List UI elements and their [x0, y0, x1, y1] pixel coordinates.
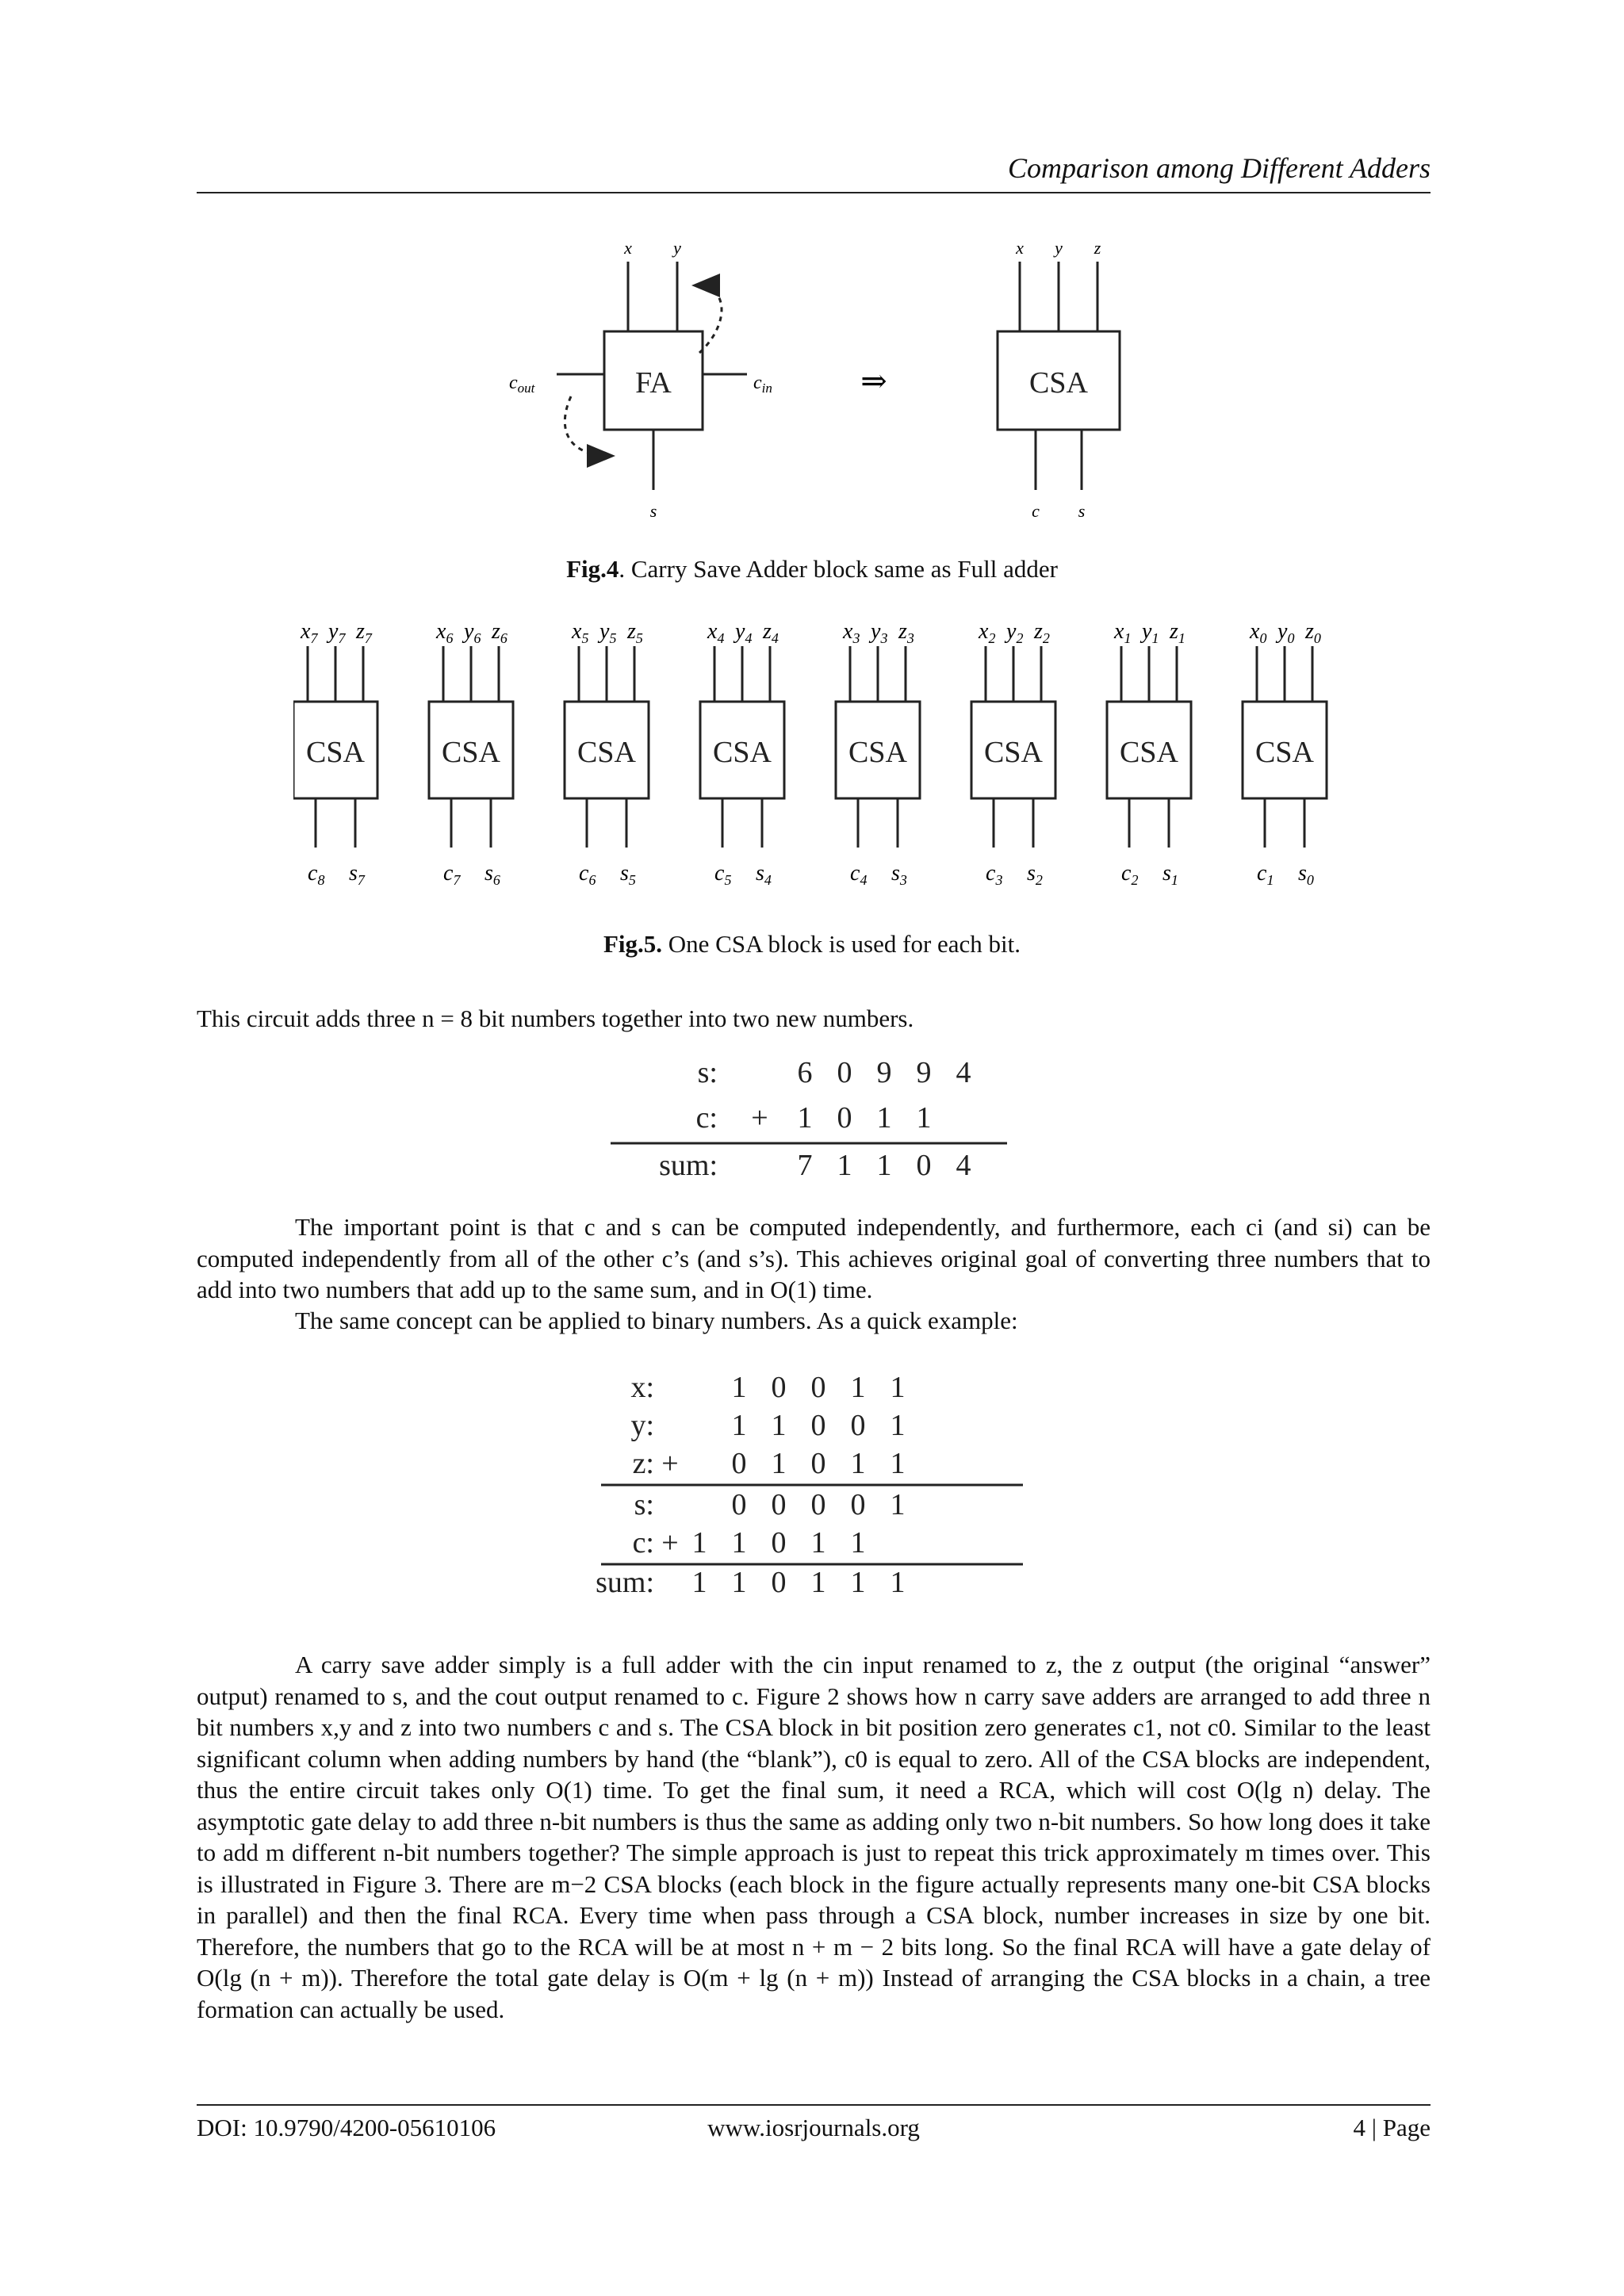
- binary-digit: 0: [771, 1371, 787, 1404]
- decimal-row-label: s:: [697, 1056, 718, 1089]
- csa-output-c-label: $c_4$: [850, 861, 868, 888]
- csa-bit-label: CSA: [1255, 736, 1314, 769]
- csa-input-label: $y_3$: [871, 619, 888, 646]
- decimal-row-label: sum:: [659, 1149, 718, 1182]
- binary-digit: 0: [850, 1488, 866, 1521]
- csa-input-label: $z_4$: [763, 619, 779, 646]
- csa-bit-label: CSA: [1120, 736, 1178, 769]
- binary-digit: 0: [850, 1409, 866, 1442]
- csa-output-c-label: $c_8$: [308, 861, 325, 888]
- binary-digit: 0: [731, 1447, 747, 1480]
- page-footer: [197, 2104, 1431, 2149]
- binary-digit: 1: [731, 1526, 747, 1559]
- csa-output-c-label: $c_7$: [443, 861, 461, 888]
- carry-in-arrow: [696, 285, 722, 353]
- binary-row-label: y:: [630, 1409, 654, 1442]
- binary-digit: 1: [850, 1371, 866, 1404]
- intro-line: This circuit adds three n = 8 bit numbers together into two new numbers.: [197, 1004, 914, 1032]
- fa-input-y: y: [673, 238, 681, 258]
- footer-doi: DOI: 10.9790/4200-05610106: [197, 2114, 496, 2141]
- decimal-digit: 1: [916, 1101, 932, 1135]
- paragraph-3: A carry save adder simply is a full adder with the cin input renamed to z, the z output (the original “answer” output) renamed to s, and the cout output renamed to c. Figure 2 shows how n carry save adders are arranged to add three n bit numbers x,y and z into two numbers c and s. The CSA block in bit position zero generates c1, not c0. Similar to the least significant column when adding numbers by hand (the “blank”), c0 is equal to zero. All of the CSA blocks are independent, thus the entire circuit takes only O(1) time. To get the final sum, it need a RCA, which will cost O(lg n) delay. The asymptotic gate delay to add three n-bit numbers is thus the same as adding only two n-bit numbers. So how long does it take to add m different n-bit numbers together? The simple approach is just to repeat this trick approximately m times over. This is illustrated in Figure 3. There are m−2 CSA blocks (each block in the figure actually represents many one-bit CSA blocks in parallel) and then the final RCA. Every time when pass through a CSA block, number increases in size by one bit. Therefore, the numbers that go to the RCA will be at most n + m − 2 bits long. So the final RCA will have a gate delay of O(lg (n + m)). Therefore the total gate delay is O(m + lg (n + m)) Instead of arranging the CSA blocks in a chain, a tree formation can actually be used.: [197, 1651, 1431, 2023]
- binary-digit: 1: [731, 1371, 747, 1404]
- csa-input-label: $x_2$: [979, 619, 996, 646]
- paragraph-1: The important point is that c and s can be computed independently, and furthermore, each ci (and si) can be computed independently from all of the other c’s (and s’s). This achieves original goal of converting three numbers that to add into two numbers that add up to the same sum, and in O(1) time.: [197, 1213, 1431, 1303]
- csa-output-c-label: $c_3$: [986, 861, 1003, 888]
- csa-output-s-label: $s_6$: [485, 861, 500, 888]
- binary-digit: 1: [731, 1566, 747, 1599]
- running-header: [197, 151, 1431, 193]
- csa-input-label: $y_6$: [464, 619, 481, 646]
- binary-digit: 0: [810, 1488, 826, 1521]
- decimal-digit: 6: [797, 1056, 813, 1089]
- csa-output-s-label: $s_1$: [1162, 861, 1178, 888]
- binary-digit: 1: [810, 1526, 826, 1559]
- csa-bit-block: [429, 619, 513, 888]
- csa-label: CSA: [1029, 366, 1088, 400]
- csa-output-c-label: $c_2$: [1121, 861, 1139, 888]
- binary-digit: 0: [771, 1526, 787, 1559]
- csa-input-label: $y_2$: [1006, 619, 1024, 646]
- binary-example-table: [595, 1364, 1039, 1601]
- decimal-digit: 7: [797, 1149, 813, 1182]
- binary-digit: 0: [771, 1566, 787, 1599]
- binary-digit: 1: [771, 1409, 787, 1442]
- fa-cin-label: $c_{in}$: [753, 373, 772, 396]
- fa-cout-label: $c_{out}$: [509, 373, 535, 396]
- figure-5: [293, 614, 1348, 900]
- paragraph-2: The same concept can be applied to binary numbers. As a quick example:: [295, 1307, 1018, 1334]
- binary-digit: 0: [810, 1409, 826, 1442]
- binary-row-label: sum:: [596, 1566, 654, 1599]
- csa-bit-block: [700, 619, 784, 888]
- binary-digit: 1: [890, 1409, 906, 1442]
- decimal-digit: 9: [916, 1056, 932, 1089]
- csa-output-s-label: $s_4$: [756, 861, 772, 888]
- binary-row-label: c:: [632, 1526, 654, 1559]
- csa-input-label: $x_4$: [707, 619, 725, 646]
- decimal-digit: 4: [956, 1149, 971, 1182]
- decimal-digit: 1: [797, 1101, 813, 1135]
- figure-4-diagram: [492, 230, 1126, 539]
- csa-input-label: $x_1$: [1114, 619, 1132, 646]
- csa-output-s-label: $s_3$: [891, 861, 907, 888]
- binary-digit: 0: [810, 1371, 826, 1404]
- csa-output-c-label: $c_5$: [714, 861, 732, 888]
- binary-row-operator: +: [661, 1447, 679, 1480]
- csa-input-label: $x_6$: [436, 619, 454, 646]
- csa-bit-label: CSA: [984, 736, 1043, 769]
- decimal-digit: 1: [876, 1149, 892, 1182]
- csa-bit-block: [565, 619, 649, 888]
- binary-digit: 1: [731, 1409, 747, 1442]
- binary-digit: 0: [731, 1488, 747, 1521]
- csa-bit-block: [293, 619, 377, 888]
- csa-input-label: $x_3$: [843, 619, 860, 646]
- csa-input-x: x: [1016, 238, 1024, 258]
- csa-input-label: $y_0$: [1277, 619, 1295, 646]
- csa-bit-block: [971, 619, 1055, 888]
- csa-output-s: s: [1078, 501, 1086, 521]
- csa-output-s-label: $s_7$: [349, 861, 365, 888]
- csa-output-s-label: $s_5$: [620, 861, 636, 888]
- csa-input-label: $z_1$: [1170, 619, 1185, 646]
- binary-digit: 1: [850, 1447, 866, 1480]
- csa-bit-label: CSA: [577, 736, 636, 769]
- binary-row-label: s:: [634, 1488, 654, 1521]
- csa-input-label: $z_2$: [1034, 619, 1050, 646]
- fa-input-x: x: [624, 238, 632, 258]
- csa-bit-block: [836, 619, 920, 888]
- csa-output-c-label: $c_6$: [579, 861, 596, 888]
- csa-bit-block: [1107, 619, 1191, 888]
- decimal-row-operator: +: [751, 1101, 768, 1135]
- decimal-digit: 1: [837, 1149, 852, 1182]
- csa-input-label: $y_7$: [328, 619, 346, 646]
- binary-digit: 1: [810, 1566, 826, 1599]
- binary-digit: 1: [850, 1566, 866, 1599]
- binary-row-label: x:: [630, 1371, 654, 1404]
- binary-digit: 0: [810, 1447, 826, 1480]
- binary-digit: 1: [691, 1526, 707, 1559]
- csa-output-c: c: [1032, 501, 1040, 521]
- binary-digit: 1: [691, 1566, 707, 1599]
- csa-input-label: $y_4$: [735, 619, 753, 646]
- binary-digit: 1: [890, 1447, 906, 1480]
- figure-5-caption: Fig.5. One CSA block is used for each bit.: [603, 930, 1021, 958]
- figure-4: [492, 230, 1126, 539]
- binary-digit: 1: [890, 1566, 906, 1599]
- csa-input-label: $z_5$: [627, 619, 643, 646]
- csa-input-label: $z_7$: [356, 619, 372, 646]
- binary-row-label: z:: [632, 1447, 654, 1480]
- implies-arrow: ⇒: [860, 363, 887, 399]
- binary-example: [595, 1364, 1039, 1601]
- footer-site: www.iosrjournals.org: [707, 2114, 920, 2141]
- csa-input-label: $y_1$: [1142, 619, 1159, 646]
- csa-output-c-label: $c_1$: [1257, 861, 1274, 888]
- csa-input-label: $z_6$: [492, 619, 508, 646]
- figure-4-caption: Fig.4. Carry Save Adder block same as Full adder: [566, 555, 1058, 583]
- csa-input-label: $y_5$: [599, 619, 617, 646]
- binary-digit: 1: [890, 1488, 906, 1521]
- csa-bit-block: [1243, 619, 1327, 888]
- binary-digit: 1: [890, 1371, 906, 1404]
- csa-input-z: z: [1094, 238, 1101, 258]
- decimal-digit: 0: [837, 1056, 852, 1089]
- decimal-digit: 0: [837, 1101, 852, 1135]
- decimal-digit: 9: [876, 1056, 892, 1089]
- csa-output-s-label: $s_0$: [1298, 861, 1314, 888]
- decimal-example: [603, 1047, 1015, 1189]
- csa-input-label: $z_0$: [1305, 619, 1321, 646]
- binary-digit: 1: [771, 1447, 787, 1480]
- fa-output-s: s: [649, 501, 657, 521]
- csa-bit-label: CSA: [306, 736, 365, 769]
- csa-bit-label: CSA: [848, 736, 907, 769]
- csa-input-y: y: [1055, 238, 1063, 258]
- csa-output-s-label: $s_2$: [1027, 861, 1043, 888]
- csa-input-label: $z_3$: [898, 619, 914, 646]
- decimal-digit: 1: [876, 1101, 892, 1135]
- csa-bit-label: CSA: [442, 736, 500, 769]
- running-title: Comparison among Different Adders: [1007, 152, 1431, 184]
- binary-digit: 1: [850, 1526, 866, 1559]
- csa-input-label: $x_5$: [572, 619, 589, 646]
- decimal-digit: 4: [956, 1056, 971, 1089]
- footer-page: 4 | Page: [1353, 2114, 1431, 2141]
- decimal-digit: 0: [916, 1149, 932, 1182]
- csa-bit-label: CSA: [713, 736, 772, 769]
- decimal-example-table: [603, 1047, 1015, 1189]
- decimal-row-label: c:: [695, 1101, 718, 1135]
- binary-row-operator: +: [661, 1526, 679, 1559]
- csa-input-label: $x_0$: [1250, 619, 1267, 646]
- figure-5-diagram: [293, 614, 1348, 900]
- binary-digit: 0: [771, 1488, 787, 1521]
- fa-label: FA: [635, 366, 672, 400]
- csa-input-label: $x_7$: [301, 619, 318, 646]
